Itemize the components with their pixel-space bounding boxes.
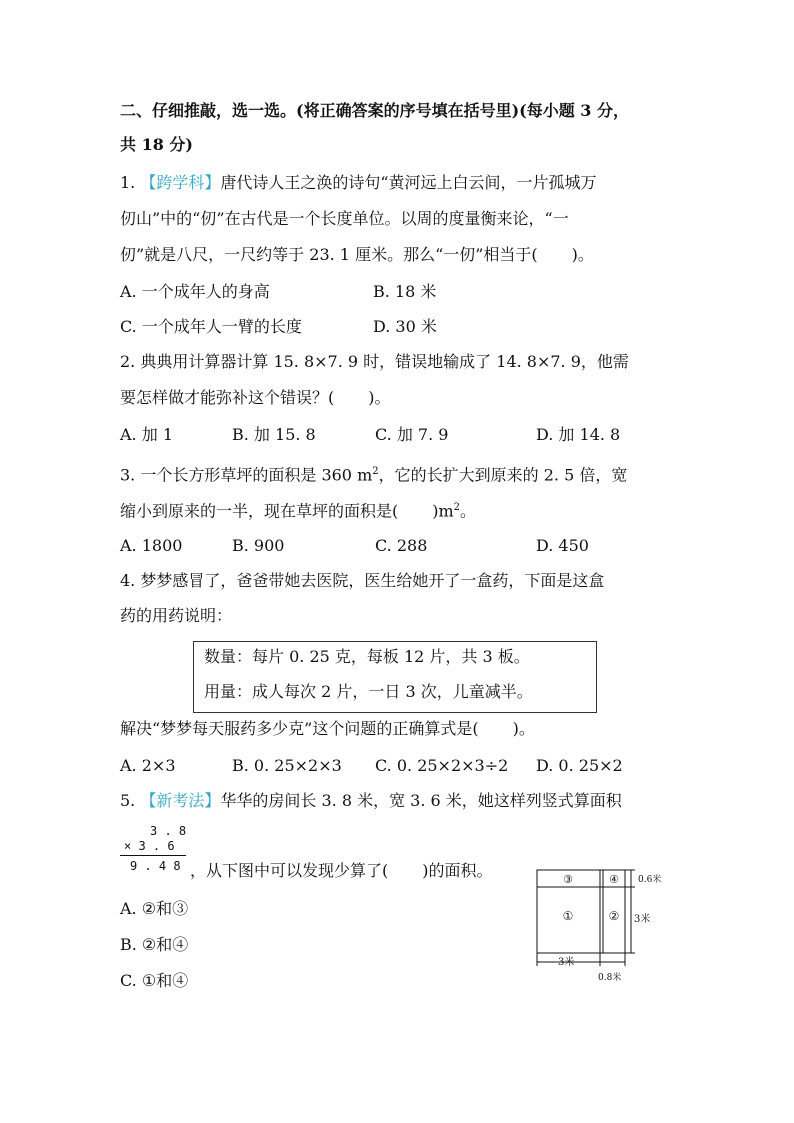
q3-choice-a[interactable]: A. 1800 — [120, 536, 183, 555]
q3-line2 — [120, 497, 476, 522]
q5-line1 — [120, 790, 622, 812]
region-3: ③ — [563, 873, 573, 886]
q5-choice-c[interactable]: C. ①和④ — [120, 971, 189, 990]
q3-choice-d[interactable]: D. 450 — [536, 536, 589, 555]
q1-line2: 仞山”中的“仞”在古代是一个长度单位。以周的度量衡来论，“一 — [120, 209, 569, 228]
q1-choice-a[interactable]: A. 一个成年人的身高 — [120, 282, 270, 301]
q1-text3: 仞”就是八尺，一尺约等于 23. 1 厘米。那么“一仞”相当于( — [120, 245, 538, 264]
q5-choice-a[interactable]: A. ②和③ — [120, 899, 189, 918]
q3-line1 — [120, 461, 627, 486]
q3-sup2: 2 — [453, 502, 461, 513]
region-4: ④ — [609, 873, 619, 886]
q3-text1a: 3. 一个长方形草坪的面积是 360 m — [120, 465, 373, 485]
q3-choice-b[interactable]: B. 900 — [232, 536, 285, 555]
q1-tag: 【跨学科】 — [140, 173, 221, 192]
q4-choice-d[interactable]: D. 0. 25×2 — [536, 756, 623, 775]
q5-tag: 【新考法】 — [140, 791, 221, 810]
q3-text2: 缩小到原来的一半，现在草坪的面积是( — [120, 501, 399, 521]
q2-choice-a[interactable]: A. 加 1 — [120, 425, 173, 444]
medicine-instructions-box — [193, 641, 597, 713]
room-area-diagram — [534, 862, 684, 987]
q4-line2: 药的用药说明： — [120, 606, 233, 625]
q1-line3 — [120, 244, 594, 266]
q1-number: 1. — [120, 173, 136, 192]
q4-line1: 4. 梦梦感冒了，爸爸带她去医院，医生给她开了一盒药，下面是这盒 — [120, 571, 605, 590]
q1-choice-d[interactable]: D. 30 米 — [373, 317, 437, 336]
q1-line1 — [120, 172, 597, 194]
q2-choice-b[interactable]: B. 加 15. 8 — [232, 425, 316, 444]
calc-row3: 9 . 4 8 — [130, 859, 181, 873]
q2-choice-c[interactable]: C. 加 7. 9 — [375, 425, 449, 444]
label-3m-horizontal: 3米 — [558, 957, 575, 968]
q2-text2-end: )。 — [368, 388, 391, 407]
q4-choice-a[interactable]: A. 2×3 — [120, 756, 176, 775]
q3-text1b: ，它的长扩大到原来的 2. 5 倍，宽 — [378, 465, 628, 485]
q2-line1: 2. 典典用计算器计算 15. 8×7. 9 时，错误地输成了 14. 8×7. 9，他需 — [120, 352, 629, 371]
label-3m-vertical: 3米 — [634, 914, 651, 925]
box-quantity-line: 数量：每片 0. 25 克，每板 12 片，共 3 板。 — [204, 647, 530, 666]
label-06m: 0.6米 — [638, 875, 662, 885]
section-title: 二、仔细推敲，选一选。(将正确答案的序号填在括号里)(每小题 3 分， — [120, 101, 629, 120]
q3-choice-c[interactable]: C. 288 — [375, 536, 428, 555]
q5-text1: 华华的房间长 3. 8 米，宽 3. 6 米，她这样列竖式算面积 — [220, 791, 622, 810]
region-1: ① — [562, 909, 574, 923]
q5-number: 5. — [120, 791, 136, 810]
q1-text3-end: )。 — [571, 245, 594, 264]
q4-question-end: )。 — [512, 719, 535, 738]
q4-question-text: 解决“梦梦每天服药多少克”这个问题的正确算式是( — [120, 719, 479, 738]
q1-text1: 唐代诗人王之涣的诗句“黄河远上白云间，一片孤城万 — [220, 173, 597, 192]
calc-row2: × 3 . 6 — [124, 839, 175, 853]
section-title-cont: 共 18 分) — [120, 135, 193, 154]
q5-choice-b[interactable]: B. ②和④ — [120, 935, 189, 954]
q1-choice-b[interactable]: B. 18 米 — [373, 282, 437, 301]
vertical-calculation — [120, 824, 190, 876]
q4-choice-c[interactable]: C. 0. 25×2×3÷2 — [375, 756, 509, 775]
calc-row1: 3 . 8 — [150, 824, 187, 838]
label-08m: 0.8米 — [598, 973, 622, 983]
q3-text2-tail: 。 — [460, 501, 477, 521]
q2-line2 — [120, 387, 391, 409]
q1-choice-c[interactable]: C. 一个成年人一臂的长度 — [120, 317, 302, 336]
q2-choice-d[interactable]: D. 加 14. 8 — [536, 425, 621, 444]
calc-rule — [120, 855, 186, 856]
box-dosage-line: 用量：成人每次 2 片，一日 3 次，儿童减半。 — [204, 682, 533, 701]
q2-text2: 要怎样做才能弥补这个错误？( — [120, 388, 335, 407]
q4-choice-b[interactable]: B. 0. 25×2×3 — [232, 756, 342, 775]
q4-question — [120, 718, 535, 740]
q5-text2-end: )的面积。 — [422, 861, 493, 880]
region-2: ② — [608, 909, 620, 923]
q5-text2: ，从下图中可以发现少算了( — [190, 861, 389, 880]
q3-text2-end: )m — [432, 501, 454, 521]
q3-sup1: 2 — [372, 466, 379, 477]
q5-line2 — [190, 860, 493, 882]
